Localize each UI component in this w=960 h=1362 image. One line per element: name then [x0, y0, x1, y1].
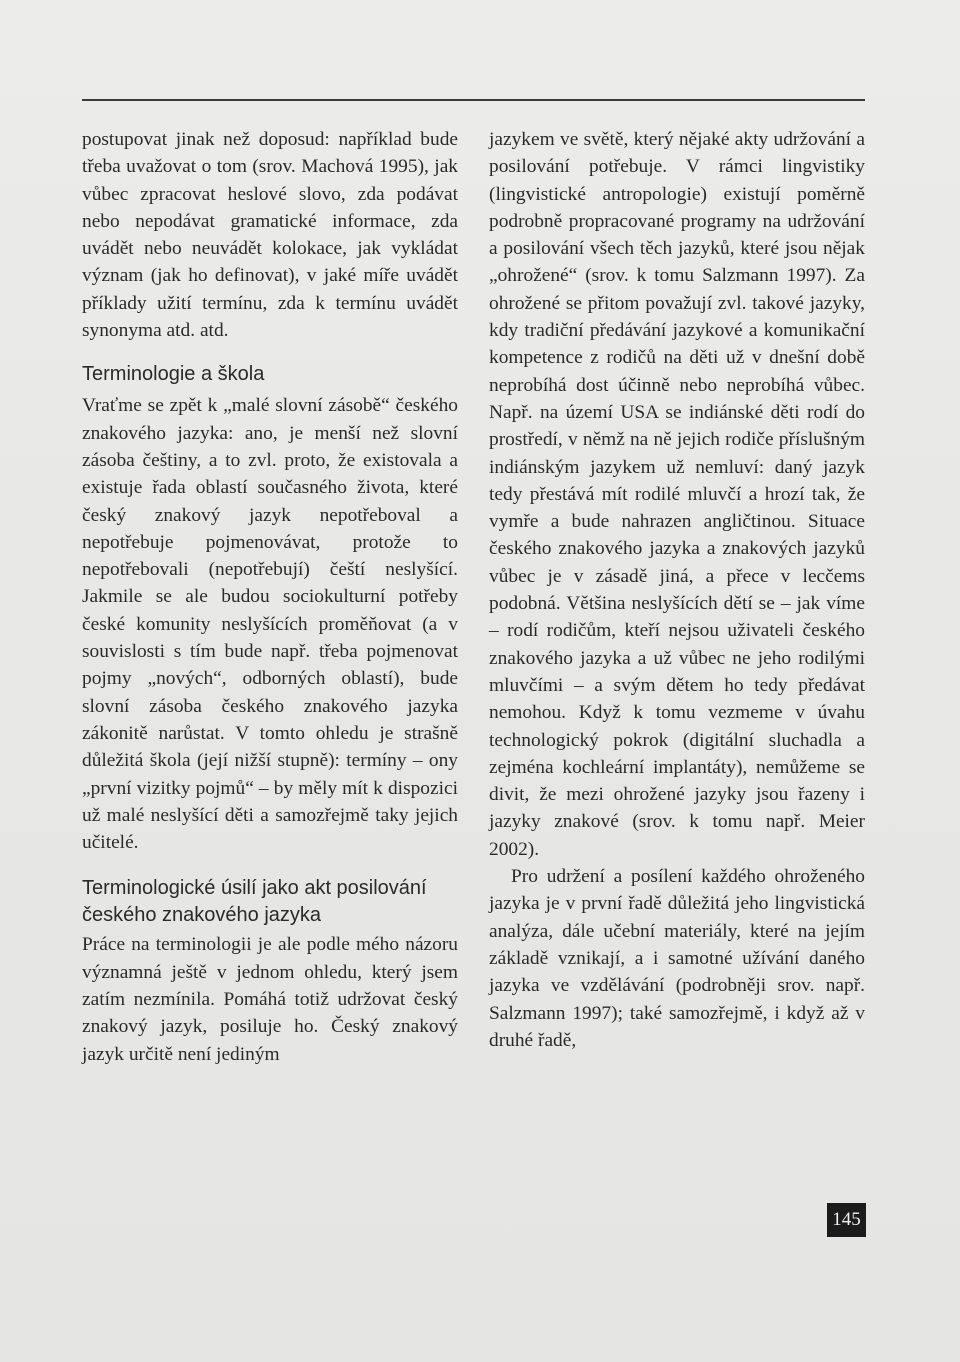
left-column	[82, 126, 458, 1068]
section-heading-terminologicke-usili: Terminologické úsilí jako akt posilování českého znakového jazyka	[82, 877, 427, 927]
right-column	[489, 126, 865, 1054]
paragraph-terminologicke-usili: Práce na terminologii je ale podle mého názoru významná ještě v jednom ohledu, který jsem zatím nezmínila. Pomáhá totiž udržovat český znakový jazyk, posiluje ho. Český znakový jazyk určitě není jediným	[82, 934, 458, 1065]
paragraph-terminologie-a-skola: Vraťme se zpět k „malé slovní zásobě“ českého znakového jazyka: ano, je menší než slovní zásoba češtiny, a to zvl. proto, že existovala a existuje řada oblastí současného života, které český znakový jazyk nepotřeboval a nepotřebuje pojmenovávat, protože to nepotřebovali (nepotřebují) čeští neslyšící. Jakmile se ale budou sociokulturní potřeby české komunity neslyšících proměňovat (a v souvislosti s tím bude např. třeba pojmenovat pojmy „nových“, odborných oblastí), bude slovní zásoba českého znakového jazyka zákonitě narůstat. V tomto ohledu je strašně důležitá škola (její nižší stupně): termíny – ony „první vizitky pojmů“ – by měly mít k dispozici už malé neslyšící děti a samozřejmě taky jejich učitelé.	[82, 395, 458, 854]
paragraph-intro: postupovat jinak než doposud: například bude třeba uvažovat o tom (srov. Machová 1995), jak vůbec zpracovat heslové slovo, zda podávat nebo nepodávat gramatické informace, zda uvádět nebo neuvádět kolokace, jak vykládat význam (jak ho definovat), v jaké míře uvádět příklady užití termínu, zda k termínu uvádět synonyma atd. atd.	[82, 129, 458, 342]
header-rule	[82, 99, 865, 101]
paragraph-ohrozene-jazyky: jazykem ve světě, který nějaké akty udržování a posilování potřebuje. V rámci lingvistiky (lingvistické antropologie) existují poměrně podrobně propracované programy na udržování a posilování všech těch jazyků, které jsou nějak „ohrožené“ (srov. k tomu Salzmann 1997). Za ohrožené se přitom považují zvl. takové jazyky, kdy tradiční předávání jazykové a komunikační kompetence z rodičů na děti už v dnešní době neprobíhá dost účinně nebo neprobíhá vůbec. Např. na území USA se indiánské děti rodí do prostředí, v němž na ně jejich rodiče příslušným indiánským jazykem už nemluví: daný jazyk tedy přestává mít rodilé mluvčí a hrozí tak, že vymře a bude nahrazen angličtinou. Situace českého znakového jazyka a znakových jazyků vůbec je v zásadě jiná, a přece v lecčems podobná. Většina neslyšících dětí se – jak víme – rodí rodičům, kteří nejsou uživateli českého znakového jazyka a už vůbec ne jeho rodilými mluvčími – a svým dětem ho tedy předávat nemohou. Když k tomu vezmeme v úvahu technologický pokrok (digitální sluchadla a zejména kochleární implantáty), nemůžeme se divit, že mezi ohrožené jazyky jsou řazeny i jazyky znakové (srov. k tomu např. Meier 2002).	[489, 129, 865, 860]
paragraph-udrzeni-jazyka: Pro udržení a posílení každého ohroženého jazyka je v první řadě důležitá jeho lingvistická analýza, dále učební materiály, které na jejím základě vznikají, a i samotné užívání daného jazyka ve vzdělávání (podrobněji srov. např. Salzmann 1997); také samozřejmě, i když až v druhé řadě,	[489, 866, 865, 1051]
section-heading-terminologie-a-skola: Terminologie a škola	[82, 363, 265, 386]
page-number: 145	[827, 1203, 866, 1237]
